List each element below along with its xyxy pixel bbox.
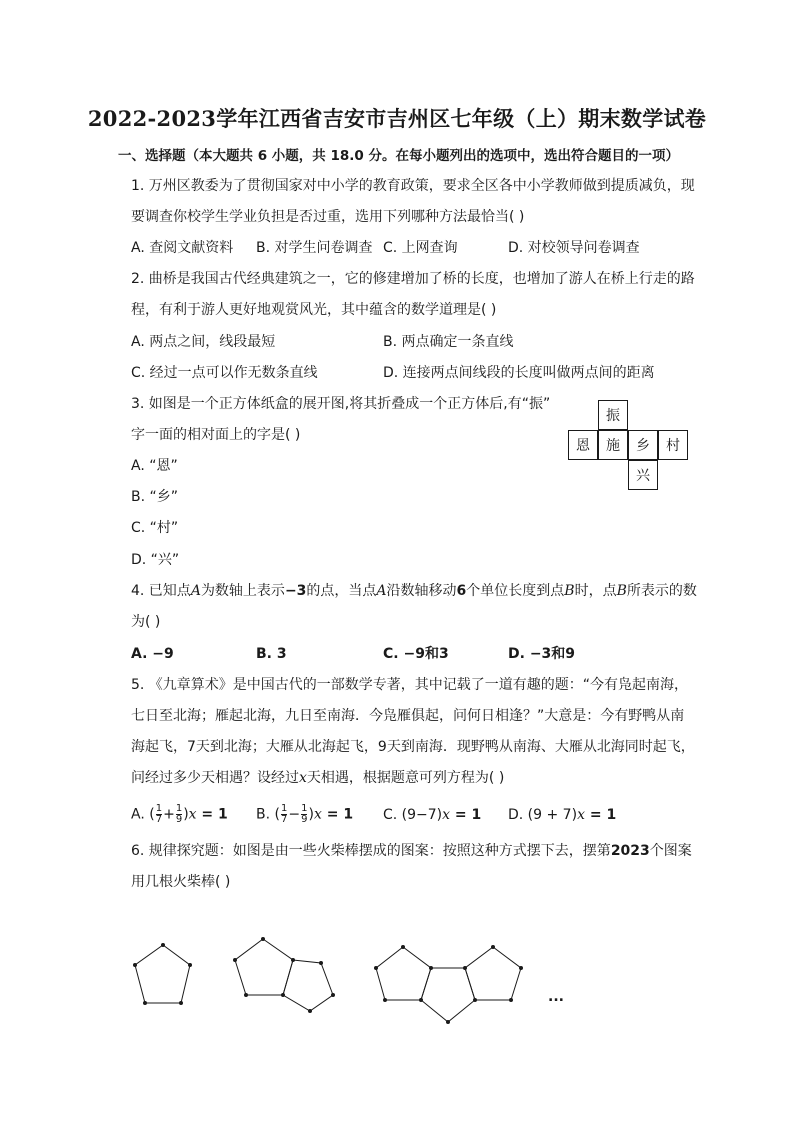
- q4-point-b-2: B: [616, 583, 627, 599]
- pentagon-fig2-right: [283, 960, 333, 1011]
- q2-option-a: A. 两点之间，线段最短: [131, 334, 276, 350]
- q4-text-2: 的点，当点: [306, 583, 377, 599]
- q1-line1: 1. 万州区教委为了贯彻国家对中小学的教育政策，要求全区各中小学教师做到提质减负，现: [131, 178, 695, 194]
- equals-one: = 1: [450, 807, 482, 823]
- q5-option-a: A. ( $\frac{1}{7}$ + $\frac{1}{9}$ )x = 1: [131, 803, 228, 825]
- q4-option-c: C. −9和3: [383, 646, 449, 662]
- q3-option-a: A. “恩”: [131, 458, 178, 474]
- q5-line2: 七日至北海；雁起北海，九日至南海．今凫雁俱起，问何日相逢？”大意是：今有野鸭从南: [131, 708, 685, 724]
- pentagon-fig3-left: [376, 947, 431, 1000]
- q2-option-d: D. 连接两点间线段的长度叫做两点间的距离: [383, 365, 655, 381]
- q5-line4-post: 天相遇，根据题意可列方程为( ): [306, 770, 505, 786]
- q5-option-c-text: C. (9−7): [383, 807, 443, 823]
- q5-option-b: B. ( $\frac{1}{7}$ − $\frac{1}{9}$ )x = 1: [256, 803, 354, 825]
- section-heading: 一、选择题（本大题共 6 小题，共 18.0 分。在每小题列出的选项中，选出符合题目的一项）: [118, 148, 680, 164]
- q6-line1-pre: 6. 规律探究题：如图是由一些火柴棒摆成的图案：按照这种方式摆下去，摆第: [131, 843, 611, 859]
- matchstick-pentagons-figure: [120, 925, 590, 1035]
- q2-option-b: B. 两点确定一条直线: [383, 334, 514, 350]
- fraction-1-9: [301, 804, 307, 825]
- q4-six: 6: [456, 583, 467, 599]
- q4-text-pre: 4. 已知点: [131, 583, 191, 599]
- net-cell-zhen: 振: [598, 400, 628, 430]
- q6-line2: 用几根火柴棒( ): [131, 874, 231, 890]
- q1-option-a: A. 查阅文献资料: [131, 240, 234, 256]
- q3-line1: 3. 如图是一个正方体纸盒的展开图,将其折叠成一个正方体后,有“振”: [131, 396, 551, 412]
- frac-num: 1: [280, 803, 288, 814]
- q1-option-c: C. 上网查询: [383, 240, 458, 256]
- q6-number: 2023: [610, 843, 650, 859]
- q6-line1: [131, 842, 692, 860]
- q5-line4: [131, 769, 504, 787]
- q5-option-a-label: A.: [131, 806, 145, 823]
- q2-option-c: C. 经过一点可以作无数条直线: [131, 365, 318, 381]
- ellipsis: ...: [548, 989, 564, 1005]
- q4-text-5: 时，点: [574, 583, 617, 599]
- minus-sign: −: [288, 806, 301, 823]
- q4-option-b: B. 3: [256, 646, 287, 662]
- pentagon-fig3-middle: [421, 968, 475, 1022]
- equals-one: = 1: [196, 806, 228, 823]
- net-cell-xiang: 乡: [628, 430, 658, 460]
- q5-option-d-text: D. (9 + 7): [508, 807, 578, 823]
- frac-den: 9: [301, 814, 308, 825]
- pentagon-fig3-right: [465, 947, 521, 1000]
- q4-point-a-2: A: [376, 583, 387, 599]
- equals-one: = 1: [584, 807, 617, 823]
- q5-option-d: [508, 806, 616, 824]
- q4-neg3: −3: [284, 583, 307, 599]
- frac-den: 7: [280, 814, 288, 825]
- q4-text-6: 所表示的数: [626, 583, 697, 599]
- net-cell-xing: 兴: [628, 460, 658, 490]
- q4-text-3: 沿数轴移动: [386, 583, 457, 599]
- q4-line2: 为( ): [131, 614, 161, 630]
- q1-line2: 要调查你校学生学业负担是否过重，选用下列哪种方法最恰当( ): [131, 209, 525, 225]
- net-cell-cun: 村: [658, 430, 688, 460]
- q1-option-b: B. 对学生问卷调查: [256, 240, 373, 256]
- frac-num: 1: [175, 803, 183, 814]
- q5-var-x: x: [313, 806, 322, 823]
- q5-var-x: x: [188, 806, 197, 823]
- q5-option-c: [383, 806, 481, 824]
- q5-var-x: x: [299, 770, 307, 786]
- page-title: 2022-2023学年江西省吉安市吉州区七年级（上）期末数学试卷: [87, 106, 707, 131]
- net-cell-en: 恩: [568, 430, 598, 460]
- q3-line2: 字一面的相对面上的字是( ): [131, 427, 301, 443]
- q4-point-b: B: [564, 583, 575, 599]
- q2-line2: 程，有利于游人更好地观赏风光，其中蕴含的数学道理是( ): [131, 302, 497, 318]
- q3-option-b: B. “乡”: [131, 489, 179, 505]
- q3-option-d: D. “兴”: [131, 552, 180, 568]
- q2-line1: 2. 曲桥是我国古代经典建筑之一，它的修建增加了桥的长度，也增加了游人在桥上行走的路: [131, 271, 695, 287]
- frac-num: 1: [155, 803, 163, 814]
- fraction-1-7: [281, 804, 287, 825]
- q5-var-x: x: [442, 807, 451, 823]
- q5-var-x: x: [577, 807, 585, 823]
- q5-line4-pre: 问经过多少天相遇？设经过: [131, 770, 299, 786]
- fraction-1-9: [176, 804, 182, 825]
- q4-option-a: A. −9: [131, 646, 174, 662]
- fraction-1-7: [156, 804, 162, 825]
- q4-text-4: 个单位长度到点: [466, 583, 565, 599]
- pentagon-fig2-left: [235, 939, 293, 995]
- pentagon-fig1: [135, 945, 190, 1003]
- q4-option-d: D. −3和9: [508, 646, 576, 662]
- net-cell-shi: 施: [598, 430, 628, 460]
- frac-den: 9: [175, 814, 183, 825]
- q1-option-d: D. 对校领导问卷调查: [508, 240, 640, 256]
- frac-den: 7: [155, 814, 163, 825]
- q4-line1: [131, 582, 697, 600]
- q4-text-1: 为数轴上表示: [200, 583, 285, 599]
- plus-sign: +: [163, 806, 175, 823]
- frac-num: 1: [301, 803, 308, 814]
- q5-option-b-label: B.: [256, 806, 271, 823]
- equals-one: = 1: [321, 806, 354, 823]
- q4-point-a: A: [190, 583, 201, 599]
- q3-option-c: C. “村”: [131, 520, 179, 536]
- q5-line1: 5. 《九章算术》是中国古代的一部数学专著，其中记载了一道有趣的题：“今有凫起南海，: [131, 677, 689, 693]
- q5-line3: 海起飞，7天到北海；大雁从北海起飞，9天到南海．现野鸭从南海、大雁从北海同时起飞，: [131, 739, 695, 755]
- q6-line1-post: 个图案: [649, 843, 692, 859]
